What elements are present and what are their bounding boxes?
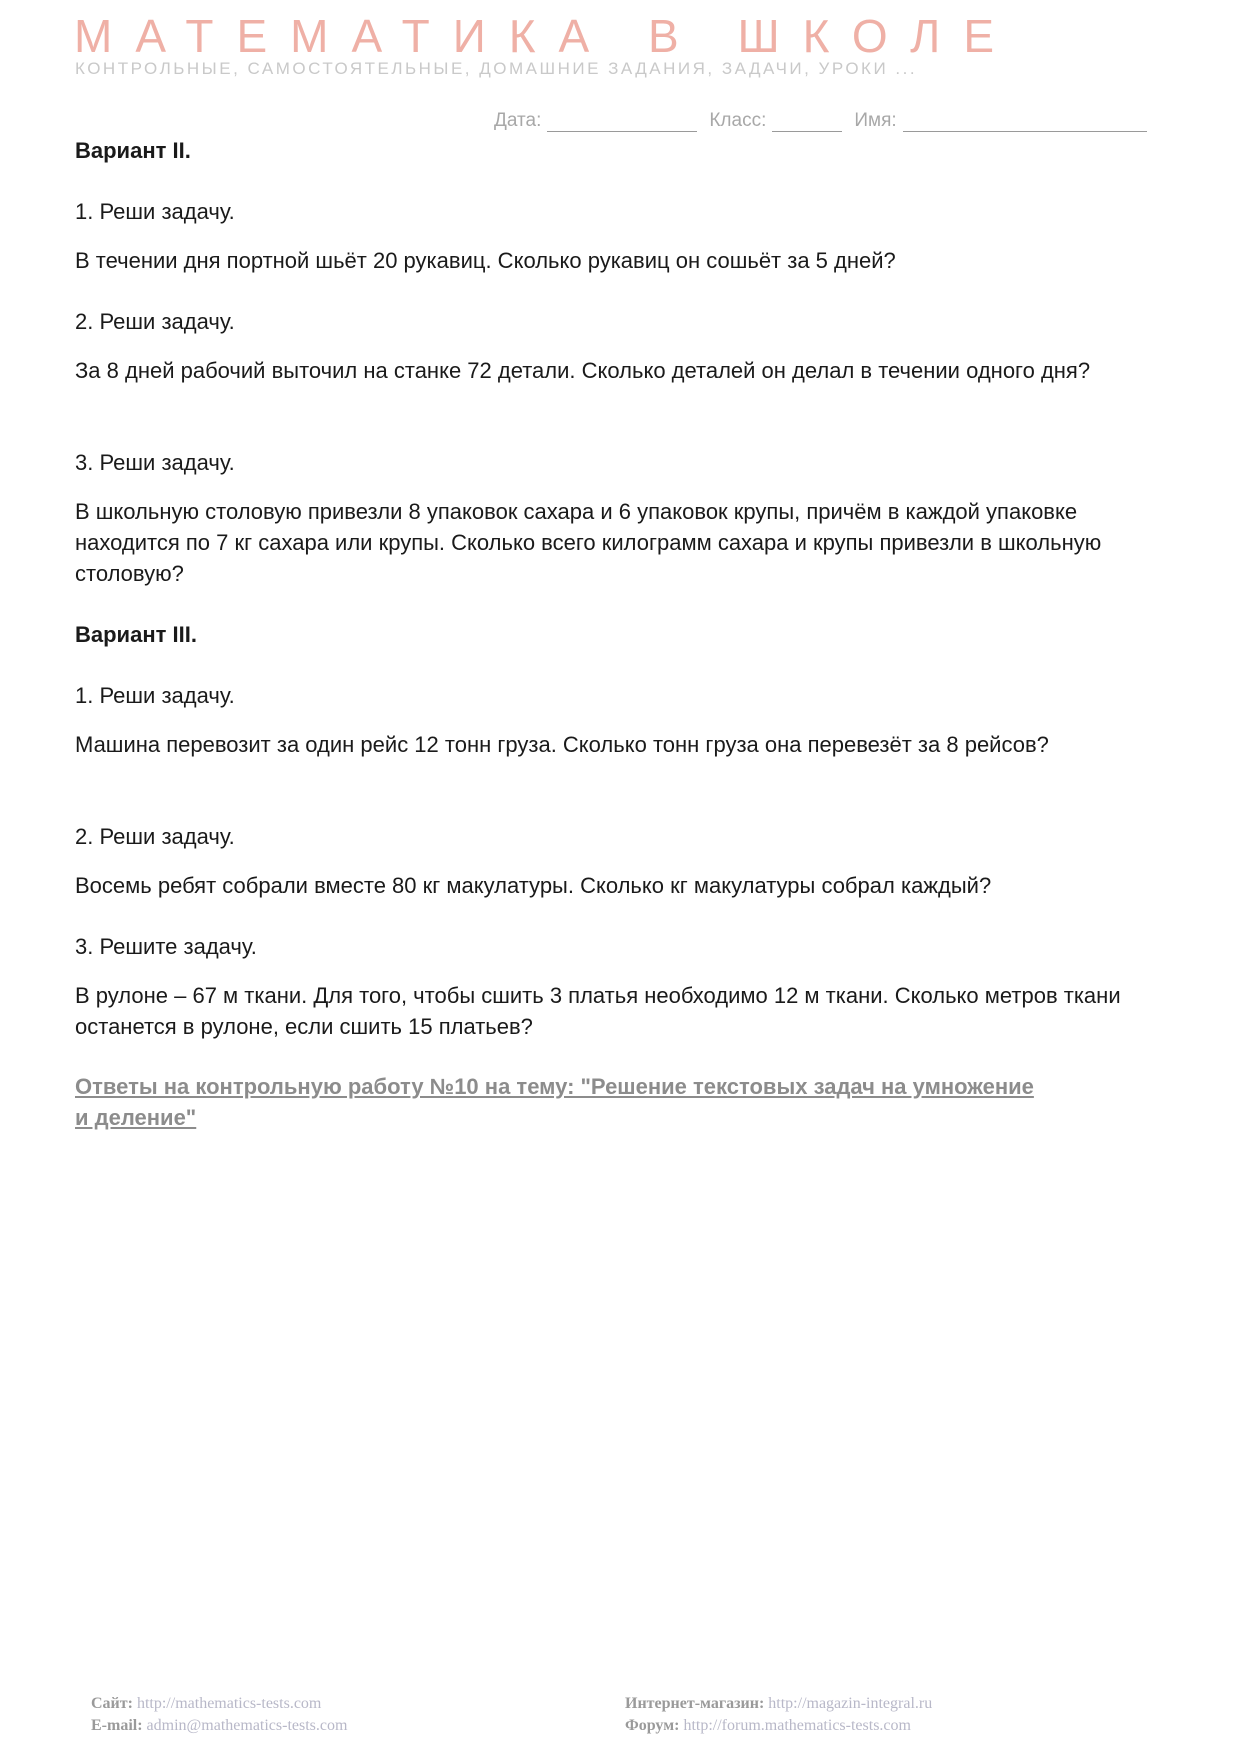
task-text: В рулоне – 67 м ткани. Для того, чтобы сшить 3 платья необходимо 12 м ткани. Сколько метров ткани останется в рулоне, если сшить 15 платьев? xyxy=(75,983,1121,1039)
task-title: 2. Реши задачу. xyxy=(75,824,235,849)
site-link[interactable]: http://mathematics-tests.com xyxy=(136,1695,322,1712)
task-title: 3. Решите задачу. xyxy=(75,934,257,959)
task-text: В течении дня портной шьёт 20 рукавиц. Сколько рукавиц он сошьёт за 5 дней? xyxy=(75,248,896,273)
name-field[interactable] xyxy=(903,109,1147,132)
site-label: Сайт: xyxy=(91,1695,133,1712)
forum-link[interactable]: http://forum.mathematics-tests.com xyxy=(683,1717,911,1734)
forum-label: Форум: xyxy=(625,1717,680,1734)
student-info-fields xyxy=(494,104,1147,132)
footer-contacts-left xyxy=(91,1693,347,1737)
task-text: За 8 дней рабочий выточил на станке 72 детали. Сколько деталей он делал в течении одного дня? xyxy=(75,358,1091,383)
task-title: 1. Реши задачу. xyxy=(75,199,235,224)
email-link[interactable]: admin@mathematics-tests.com xyxy=(146,1717,348,1734)
name-label: Имя: xyxy=(854,110,897,131)
task-title: 3. Реши задачу. xyxy=(75,450,235,475)
class-label: Класс: xyxy=(709,110,767,131)
shop-label: Интернет-магазин: xyxy=(625,1695,765,1712)
variant-heading: Вариант III. xyxy=(75,622,197,647)
task-text: Восемь ребят собрали вместе 80 кг макулатуры. Сколько кг макулатуры собрал каждый? xyxy=(75,873,992,898)
footer-contacts-right xyxy=(625,1693,932,1737)
task-text: В школьную столовую привезли 8 упаковок сахара и 6 упаковок крупы, причём в каждой упаковке находится по 7 кг сахара или крупы. Сколько всего килограмм сахара и крупы привезли в школьную столовую? xyxy=(75,499,1102,586)
site-title: МАТЕМАТИКА В ШКОЛЕ xyxy=(74,10,1018,62)
site-subtitle: КОНТРОЛЬНЫЕ, САМОСТОЯТЕЛЬНЫЕ, ДОМАШНИЕ ЗАДАНИЯ, ЗАДАЧИ, УРОКИ ... xyxy=(75,59,918,78)
shop-link[interactable]: http://magazin-integral.ru xyxy=(768,1695,933,1712)
task-text: Машина перевозит за один рейс 12 тонн груза. Сколько тонн груза она перевезёт за 8 рейсов? xyxy=(75,732,1049,757)
date-label: Дата: xyxy=(494,110,542,131)
task-title: 2. Реши задачу. xyxy=(75,309,235,334)
email-label: E-mail: xyxy=(91,1717,143,1734)
answers-link[interactable]: Ответы на контрольную работу №10 на тему: "Решение текстовых задач на умножение и деление" xyxy=(75,1074,1034,1130)
class-field[interactable] xyxy=(772,109,842,132)
variant-heading: Вариант II. xyxy=(75,138,191,163)
date-field[interactable] xyxy=(547,109,697,132)
task-title: 1. Реши задачу. xyxy=(75,683,235,708)
